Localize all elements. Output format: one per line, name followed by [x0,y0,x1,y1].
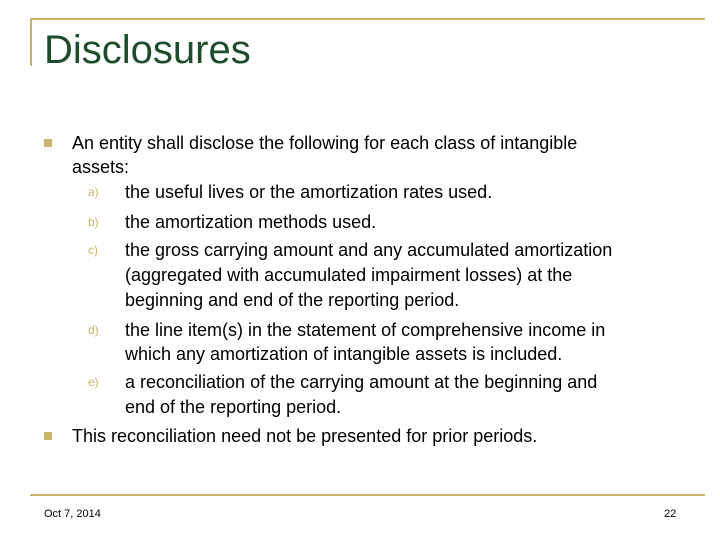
list-marker-a: a) [88,185,99,199]
footer-divider-line [30,494,705,496]
item-e-line-1: a reconciliation of the carrying amount at the beginning and [125,372,598,392]
list-marker-d: d) [88,323,99,337]
slide-title: Disclosures [44,28,251,72]
list-marker-b: b) [88,215,99,229]
page-number: 22 [664,508,677,520]
item-b-line-1: the amortization methods used. [125,212,377,232]
bullet-marker [44,432,52,440]
footer-date: Oct 7, 2014 [44,508,101,520]
bullet-1-line-2: assets: [72,157,130,177]
item-d-line-2: which any amortization of intangible assets is included. [125,344,563,364]
item-e-line-2: end of the reporting period. [125,397,342,417]
bullet-marker [44,139,52,147]
item-c-line-2: (aggregated with accumulated impairment losses) at the [125,265,573,285]
list-marker-c: c) [88,243,98,257]
item-c-line-1: the gross carrying amount and any accumulated amortization [125,240,613,260]
list-marker-e: e) [88,375,99,389]
bullet-1-line-1: An entity shall disclose the following for each class of intangible [72,133,578,153]
item-a-line-1: the useful lives or the amortization rates used. [125,182,493,202]
bullet-2-text: This reconciliation need not be presented for prior periods. [72,426,538,446]
left-border-line [30,18,32,66]
item-c-line-3: beginning and end of the reporting period. [125,290,460,310]
item-d-line-1: the line item(s) in the statement of comprehensive income in [125,320,606,340]
top-border-line [30,18,705,20]
